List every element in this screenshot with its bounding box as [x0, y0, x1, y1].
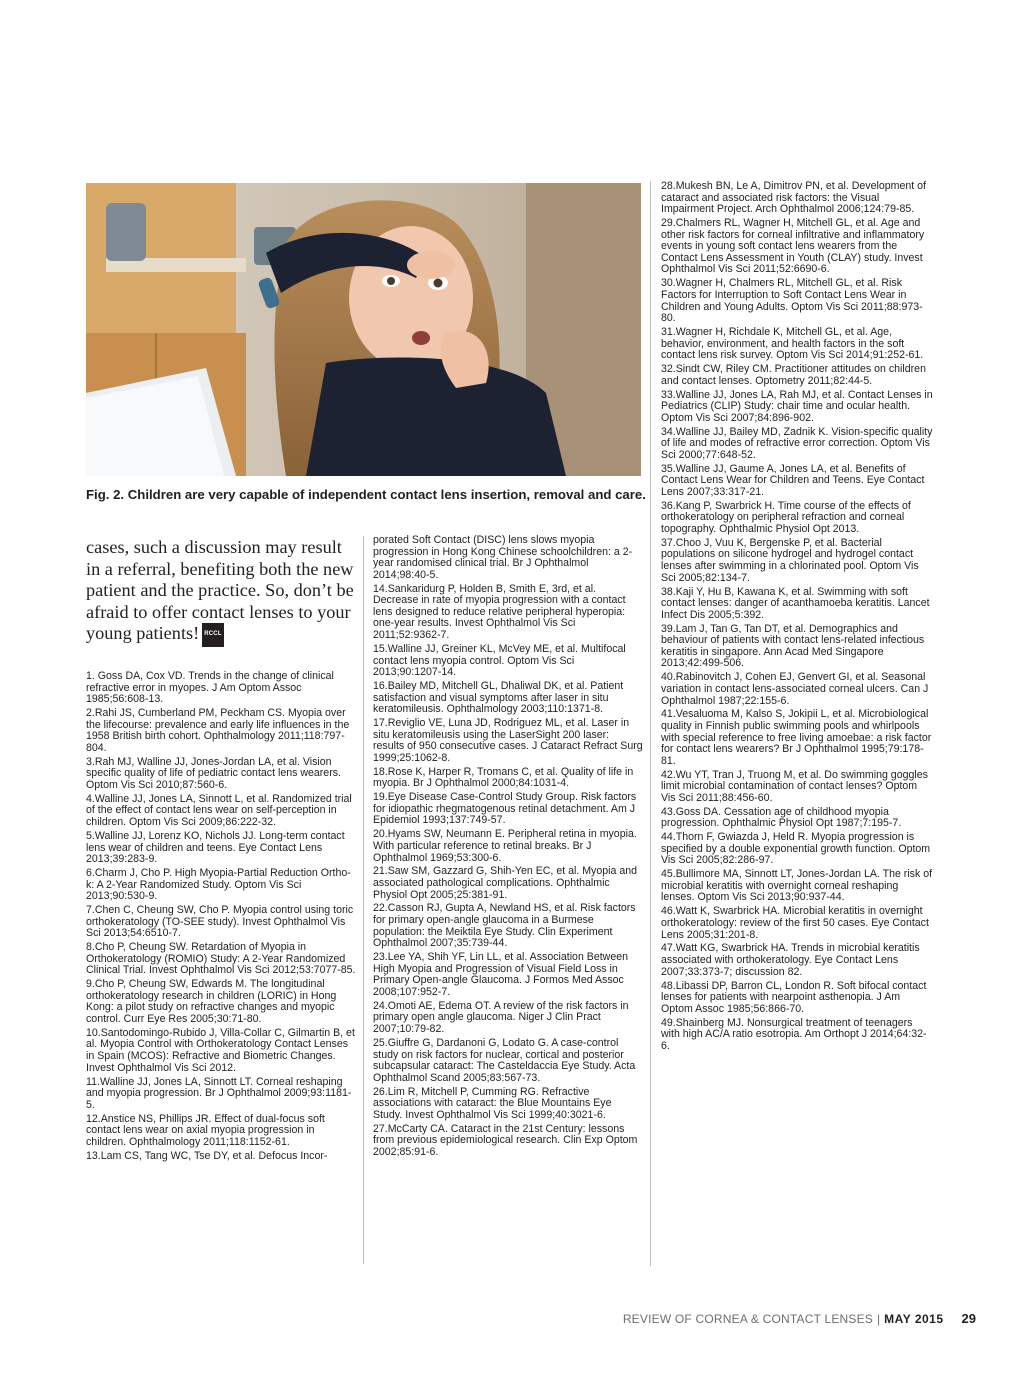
reference-item: 31.Wagner H, Richdale K, Mitchell GL, et al. Age, behavior, environment, and health factors in the soft contact lens risk survey. Optom Vis Sci 2014;91:252-61. — [661, 326, 924, 362]
column-divider — [363, 536, 364, 1264]
girl-photo-illustration — [86, 183, 641, 476]
end-mark-icon: RCCL — [202, 623, 223, 647]
reference-item: 34.Walline JJ, Bailey MD, Zadnik K. Vision-specific quality of life and modes of refractive error correction. Optom Vis Sci 2000;77:648-52. — [661, 425, 933, 461]
reference-item: 24.Omoti AE, Edema OT. A review of the risk factors in primary open angle glaucoma. Niger J Clin Pract 2007;10:79-82. — [373, 999, 629, 1036]
reference-item: 49.Shainberg MJ. Nonsurgical treatment of teenagers with high AC/A ratio esotropia. Am Orthopt J 2014;64:32-6. — [661, 1016, 927, 1052]
reference-item: 32.Sindt CW, Riley CM. Practitioner attitudes on children and contact lenses. Optometry 2011;82:44-5. — [661, 363, 926, 387]
page-number: 29 — [961, 1311, 976, 1326]
reference-item: 39.Lam J, Tan G, Tan DT, et al. Demographics and behaviour of patients with contact lens-related infectious keratitis in singapore. Ann Acad Med Singapore 2013;42:499-506. — [661, 622, 925, 670]
issue-date: MAY 2015 — [884, 1312, 944, 1326]
reference-item: 20.Hyams SW, Neumann E. Peripheral retina in myopia. With particular reference to retinal breaks. Br J Ophthalmol 1969;53:300-6. — [373, 828, 637, 864]
reference-item: 23.Lee YA, Shih YF, Lin LL, et al. Association Between High Myopia and Progression of Visual Field Loss in Primary Open-angle Glaucoma. J Formos Med Assoc 2008;107:952-7. — [373, 951, 629, 998]
figure-caption: Fig. 2. Children are very capable of independent contact lens insertion, removal and care. — [86, 487, 646, 502]
reference-item: 47.Watt KG, Swarbrick HA. Trends in microbial keratitis associated with orthokeratology. Eye Contact Lens 2007;33:373-7; discussion 82. — [661, 942, 920, 978]
reference-item: 41.Vesaluoma M, Kalso S, Jokipii L, et al. Microbiological quality in Finnish public swimming pools and whirlpools with special reference to free living amoebae: a risk factor for contact lens wearers? Br J Ophthalmol 1995;79:178-81. — [661, 708, 932, 767]
reference-item: 17.Reviglio VE, Luna JD, Rodriguez ML, et al. Laser in situ keratomileusis using the LaserSight 200 laser: results of 950 consecutive cases. J Cataract Refract Surg 1999;25:1062-8. — [373, 717, 643, 764]
lead-text: cases, such a discussion may result in a referral, benefiting both the new patient and the practice. So, don’t be afraid to offer contact lenses to your young patients! — [86, 537, 354, 644]
reference-item: 29.Chalmers RL, Wagner H, Mitchell GL, et al. Age and other risk factors for corneal infiltrative and inflammatory events in young soft contact lens wearers from the Contact Lens Assessment in Youth (CLAY) study. Invest Ophthalmol Vis Sci 2011;52:6690-6. — [661, 217, 925, 276]
reference-item: 5.Walline JJ, Lorenz KO, Nichols JJ. Long-term contact lens wear of children and teens. Eye Contact Lens 2013;39:283-9. — [86, 829, 345, 866]
reference-item: 44.Thorn F, Gwiazda J, Held R. Myopia progression is specified by a double exponential growth function. Optom Vis Sci 2005;82:286-97. — [661, 831, 931, 867]
reference-item: 10.Santodomingo-Rubido J, Villa-Collar C, Gilmartin B, et al. Myopia Control with Orthokeratology Contact Lenses in Spain (MCOS): Refractive and Biometric Changes. Invest Ophthalmol Vis Sci 2012. — [86, 1026, 355, 1074]
reference-item: 38.Kaji Y, Hu B, Kawana K, et al. Swimming with soft contact lenses: danger of acanthamoeba keratitis. Lancet Infect Dis 2005;5:392. — [661, 585, 930, 621]
reference-item: 26.Lim R, Mitchell P, Cumming RG. Refractive associations with cataract: the Blue Mountains Eye Study. Invest Ophthalmol Vis Sci 1999;40:3021-6. — [373, 1085, 612, 1121]
references-column-2 — [373, 535, 643, 1161]
footer-separator: | — [877, 1312, 881, 1326]
figure-photo — [86, 183, 641, 476]
reference-item: 18.Rose K, Harper R, Tromans C, et al. Quality of life in myopia. Br J Ophthalmol 2000;84:1031-4. — [373, 765, 634, 790]
reference-item: 22.Casson RJ, Gupta A, Newland HS, et al. Risk factors for primary open-angle glaucoma in a Burmese population: the Meiktila Eye Study. Clin Experiment Ophthalmol 2007;35:739-44. — [373, 902, 636, 950]
lead-paragraph — [86, 537, 358, 647]
reference-item: 21.Saw SM, Gazzard G, Shih-Yen EC, et al. Myopia and associated pathological complications. Ophthalmic Physiol Opt 2005;25:381-91. — [373, 865, 637, 901]
reference-item: porated Soft Contact (DISC) lens slows myopia progression in Hong Kong Chinese schoolchildren: a 2-year randomised clinical trial. Br J Ophthalmol 2014;98:40-5. — [373, 534, 633, 581]
reference-item: 15.Walline JJ, Greiner KL, McVey ME, et al. Multifocal contact lens myopia control. Optom Vis Sci 2013;90:1207-14. — [373, 642, 626, 679]
reference-item: 35.Walline JJ, Gaume A, Jones LA, et al. Benefits of Contact Lens Wear for Children and Teens. Eye Contact Lens 2007;33:317-21. — [661, 462, 925, 498]
reference-item: 28.Mukesh BN, Le A, Dimitrov PN, et al. Development of cataract and associated risk factors: the Visual Impairment Project. Arch Ophthalmol 2006;124:79-85. — [661, 180, 926, 216]
reference-item: 19.Eye Disease Case-Control Study Group. Risk factors for idiopathic rhegmatogenous retinal detachment. Am J Epidemiol 1993;137:749-57. — [373, 791, 637, 827]
reference-item: 36.Kang P, Swarbrick H. Time course of the effects of orthokeratology on peripheral refraction and corneal topography. Ophthalmic Physiol Opt 2013. — [661, 499, 911, 535]
reference-item: 8.Cho P, Cheung SW. Retardation of Myopia in Orthokeratology (ROMIO) Study: A 2-Year Randomized Clinical Trial. Invest Ophthalmol Vis Sci 2012;53:7077-85. — [86, 941, 356, 977]
reference-item: 40.Rabinovitch J, Cohen EJ, Genvert GI, et al. Seasonal variation in contact lens-associated corneal ulcers. Can J Ophthalmol 1987;22:155-6. — [661, 671, 929, 707]
reference-item: 48.Libassi DP, Barron CL, London R. Soft bifocal contact lenses for patients with nearpoint asthenopia. J Am Optom Assoc 1985;56:866-70. — [661, 979, 927, 1015]
reference-item: 46.Watt K, Swarbrick HA. Microbial keratitis in overnight orthokeratology: review of the first 50 cases. Eye Contact Lens 2005;31:201-8. — [661, 905, 929, 941]
reference-item: 2.Rahi JS, Cumberland PM, Peckham CS. Myopia over the lifecourse: prevalence and early life influences in the 1958 British birth cohort. Ophthalmology 2011;118:797-804. — [86, 707, 350, 754]
reference-item: 33.Walline JJ, Jones LA, Rah MJ, et al. Contact Lenses in Pediatrics (CLIP) Study: chair time and ocular health. Optom Vis Sci 2007;84:896-902. — [661, 388, 933, 424]
reference-item: 37.Choo J, Vuu K, Bergenske P, et al. Bacterial populations on silicone hydrogel and hydrogel contact lenses after swimming in a chlorinated pool. Optom Vis Sci 2005;82:134-7. — [661, 536, 919, 584]
journal-name: REVIEW OF CORNEA & CONTACT LENSES — [622, 1312, 874, 1326]
reference-item: 16.Bailey MD, Mitchell GL, Dhaliwal DK, et al. Patient satisfaction and visual symptoms after laser in situ keratomileusis. Ophthalmology 2003;110:1371-8. — [373, 680, 624, 716]
references-column-1 — [86, 671, 356, 1165]
reference-item: 1. Goss DA, Cox VD. Trends in the change of clinical refractive error in myopes. J Am Optom Assoc 1985;56:608-13. — [86, 670, 334, 706]
reference-item: 12.Anstice NS, Phillips JR. Effect of dual-focus soft contact lens wear on axial myopia progression in children. Ophthalmology 2011;118:1152-61. — [86, 1112, 325, 1148]
reference-item: 43.Goss DA. Cessation age of childhood myopia progression. Ophthalmic Physiol Opt 1987;7:195-7. — [661, 805, 902, 830]
reference-item: 25.Giuffre G, Dardanoni G, Lodato G. A case-control study on risk factors for nuclear, cortical and posterior subcapsular cataract: The Casteldaccia Eye Study. Acta Ophthalmol Scand 2005;83:567-73. — [373, 1036, 636, 1084]
reference-item: 9.Cho P, Cheung SW, Edwards M. The longitudinal orthokeratology research in children (LORIC) in Hong Kong: a pilot study on refractive changes and myopic control. Curr Eye Res 2005;30:71-80. — [86, 978, 337, 1025]
reference-item: 14.Sankaridurg P, Holden B, Smith E, 3rd, et al. Decrease in rate of myopia progression with a contact lens designed to reduce relative peripheral hyperopia: one-year results. Invest Ophthalmol Vis Sci 2011;52:9362-7. — [373, 582, 626, 642]
column-divider — [650, 181, 651, 1266]
reference-item: 3.Rah MJ, Walline JJ, Jones-Jordan LA, et al. Vision specific quality of life of pediatric contact lens wearers. Optom Vis Sci 2010;87:560-6. — [86, 755, 341, 791]
references-column-3 — [661, 181, 933, 1055]
reference-item: 30.Wagner H, Chalmers RL, Mitchell GL, et al. Risk Factors for Interruption to Soft Contact Lens Wear in Children and Young Adults. Optom Vis Sci 2011;88:973-80. — [661, 277, 923, 325]
reference-item: 13.Lam CS, Tang WC, Tse DY, et al. Defocus Incor- — [86, 1149, 328, 1162]
reference-item: 6.Charm J, Cho P. High Myopia-Partial Reduction Ortho-k: A 2-Year Randomized Study. Optom Vis Sci 2013;90:530-9. — [86, 866, 351, 903]
reference-item: 42.Wu YT, Tran J, Truong M, et al. Do swimming goggles limit microbial contamination of contact lenses? Optom Vis Sci 2011;88:456-60. — [661, 768, 928, 804]
page-footer — [0, 1311, 976, 1326]
reference-item: 27.McCarty CA. Cataract in the 21st Century: lessons from previous epidemiological research. Clin Exp Optom 2002;85:91-6. — [373, 1122, 638, 1158]
reference-item: 7.Chen C, Cheung SW, Cho P. Myopia control using toric orthokeratology (TO-SEE study). Invest Ophthalmol Vis Sci 2013;54:6510-7. — [86, 904, 354, 940]
reference-item: 11.Walline JJ, Jones LA, Sinnott LT. Corneal reshaping and myopia progression. Br J Ophthalmol 2009;93:1181-5. — [86, 1075, 352, 1111]
reference-item: 45.Bullimore MA, Sinnott LT, Jones-Jordan LA. The risk of microbial keratitis with overnight corneal reshaping lenses. Optom Vis Sci 2013;90:937-44. — [661, 868, 933, 904]
reference-item: 4.Walline JJ, Jones LA, Sinnott L, et al. Randomized trial of the effect of contact lens wear on self-perception in children. Optom Vis Sci 2009;86:222-32. — [86, 792, 352, 829]
